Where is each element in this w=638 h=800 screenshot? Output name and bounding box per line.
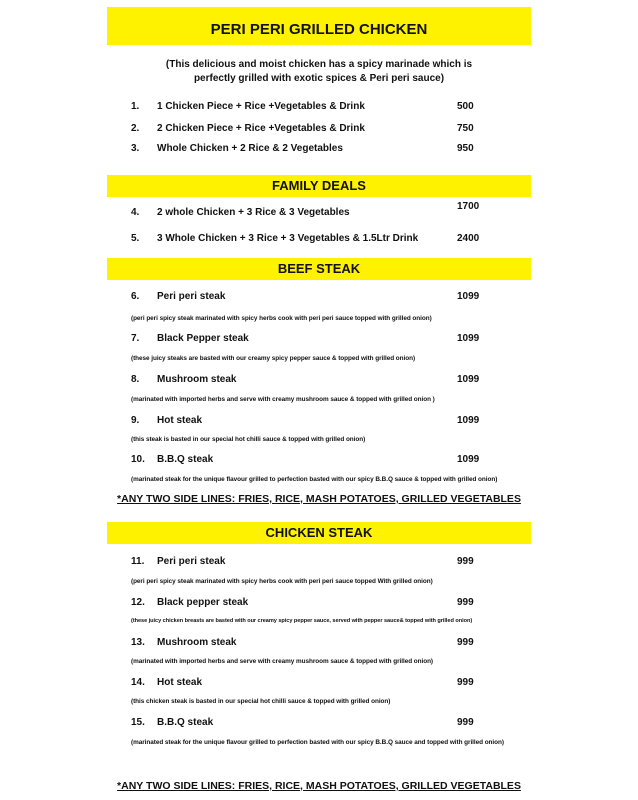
item-number: 2.: [131, 123, 140, 134]
item-price: 750: [457, 123, 474, 134]
section-title-beef-steak: BEEF STEAK: [107, 258, 531, 280]
item-price: 500: [457, 101, 474, 112]
item-number: 11.: [131, 556, 145, 567]
intro-line: (This delicious and moist chicken has a spicy marinade which is: [165, 59, 473, 70]
item-description: (these juicy steaks are basted with our creamy spicy pepper sauce & topped with grilled onion): [131, 355, 416, 362]
item-number: 13.: [131, 637, 145, 648]
item-name: 2 Chicken Piece + Rice +Vegetables & Drink: [157, 123, 365, 134]
side-lines-note: *ANY TWO SIDE LINES: FRIES, RICE, MASH POTATOES, GRILLED VEGETABLES: [117, 493, 521, 505]
item-name: Mushroom steak: [157, 637, 237, 648]
menu-item: [0, 333, 638, 349]
item-description: (this chicken steak is basted in our special hot chilli sauce & topped with grilled onion): [131, 698, 391, 705]
item-description: (peri peri spicy steak marinated with spicy herbs cook with peri peri sauce topped With grilled onion): [131, 578, 433, 585]
item-name: Peri peri steak: [157, 291, 226, 302]
menu-item: [0, 717, 638, 733]
item-price: 1099: [457, 415, 480, 426]
menu-item: [0, 123, 638, 139]
item-price: 999: [457, 597, 474, 608]
item-price: 999: [457, 717, 474, 728]
section-title-peri-peri: PERI PERI GRILLED CHICKEN: [107, 7, 531, 45]
item-description: (marinated with imported herbs and serve with creamy mushroom sauce & topped with grilled onion): [131, 658, 434, 665]
item-price: 2400: [457, 233, 480, 244]
menu-item: [0, 454, 638, 470]
item-name: Hot steak: [157, 677, 203, 688]
item-number: 6.: [131, 291, 140, 302]
item-name: Whole Chicken + 2 Rice & 2 Vegetables: [157, 143, 343, 154]
item-name: Black pepper steak: [157, 597, 249, 608]
item-name: Peri peri steak: [157, 556, 226, 567]
menu-item: [0, 201, 638, 223]
item-name: B.B.Q steak: [157, 717, 214, 728]
item-number: 5.: [131, 233, 140, 244]
section-title-chicken-steak: CHICKEN STEAK: [107, 522, 531, 544]
item-name: Hot steak: [157, 415, 203, 426]
item-number: 7.: [131, 333, 140, 344]
item-name: B.B.Q steak: [157, 454, 214, 465]
menu-item: [0, 101, 638, 117]
item-name: 3 Whole Chicken + 3 Rice + 3 Vegetables & 1.5Ltr Drink: [157, 233, 419, 244]
item-price: 1099: [457, 374, 480, 385]
item-price: 950: [457, 143, 474, 154]
item-number: 15.: [131, 717, 145, 728]
item-description: (marinated steak for the unique flavour grilled to perfection basted with our spicy B.B.Q sauce and topped with grilled onion): [131, 739, 504, 746]
intro-line: perfectly grilled with exotic spices & Peri peri sauce): [193, 73, 445, 84]
menu-item: [0, 415, 638, 431]
item-number: 8.: [131, 374, 140, 385]
item-description: (marinated steak for the unique flavour grilled to perfection basted with our spicy B.B.Q sauce & topped with grilled onion): [131, 476, 498, 483]
item-price: 999: [457, 556, 474, 567]
item-number: 10.: [131, 454, 145, 465]
section-title-family-deals: FAMILY DEALS: [107, 175, 531, 197]
item-number: 14.: [131, 677, 145, 688]
item-price: 1099: [457, 291, 480, 302]
menu-item: [0, 143, 638, 159]
item-description: (marinated with imported herbs and serve with creamy mushroom sauce & topped with grilled onion ): [131, 396, 435, 403]
menu-item: [0, 637, 638, 653]
side-lines-note: *ANY TWO SIDE LINES: FRIES, RICE, MASH POTATOES, GRILLED VEGETABLES: [117, 780, 521, 792]
item-description: (these juicy chicken breasts are basted with our creamy spicy pepper sauce, served with pepper sauce& topped with grilled onion): [131, 618, 473, 624]
item-number: 12.: [131, 597, 145, 608]
item-number: 4.: [131, 207, 140, 218]
menu-item: [0, 677, 638, 693]
menu-item: [0, 374, 638, 390]
menu-item: [0, 233, 638, 249]
item-name: 1 Chicken Piece + Rice +Vegetables & Drink: [157, 101, 365, 112]
item-description: (peri peri spicy steak marinated with spicy herbs cook with peri peri sauce topped with grilled onion): [131, 315, 432, 322]
menu-item: [0, 291, 638, 307]
menu-item: [0, 597, 638, 613]
item-number: 9.: [131, 415, 140, 426]
item-name: Black Pepper steak: [157, 333, 249, 344]
item-price: 999: [457, 637, 474, 648]
item-price: 999: [457, 677, 474, 688]
item-description: (this steak is basted in our special hot chilli sauce & topped with grilled onion): [131, 436, 366, 443]
menu-item: [0, 556, 638, 572]
section-intro: [107, 58, 531, 86]
item-name: Mushroom steak: [157, 374, 237, 385]
item-number: 3.: [131, 143, 140, 154]
item-number: 1.: [131, 101, 140, 112]
item-price: 1700: [457, 201, 480, 212]
item-name: 2 whole Chicken + 3 Rice & 3 Vegetables: [157, 207, 350, 218]
item-price: 1099: [457, 454, 480, 465]
item-price: 1099: [457, 333, 480, 344]
